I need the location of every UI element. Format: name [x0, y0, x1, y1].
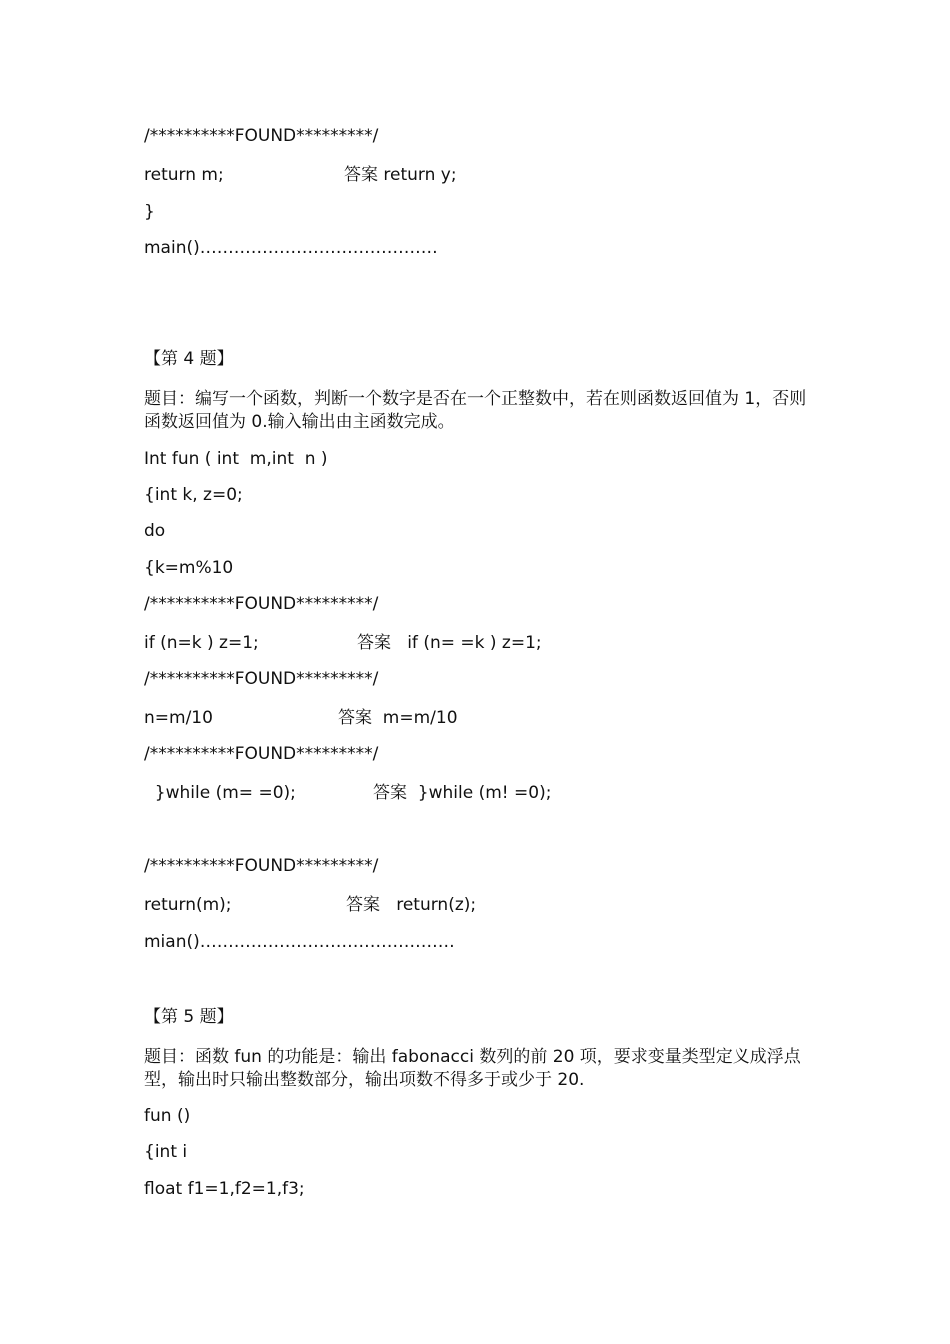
found-marker: /**********FOUND*********/: [144, 856, 379, 876]
code-line: do: [144, 521, 166, 541]
answer-text: 答案 return y;: [344, 165, 457, 185]
answer-text: 答案 if (n= =k ) z=1;: [357, 633, 542, 653]
code-line: }while (m= =0);: [144, 783, 296, 803]
code-line: n=m/10: [144, 708, 213, 728]
found-marker: /**********FOUND*********/: [144, 669, 379, 689]
code-line: {k=m%10: [144, 558, 234, 578]
code-line: fun (): [144, 1106, 191, 1126]
code-line: return(m);: [144, 895, 232, 915]
question-heading: 【第 4 题】: [144, 349, 234, 369]
found-marker: /**********FOUND*********/: [144, 126, 379, 146]
question-prompt: 题目：函数 fun 的功能是：输出 fabonacci 数列的前 20 项，要求变量类型定义成浮点型，输出时只输出整数部分，输出项数不得多于或少于 20.: [144, 1047, 801, 1090]
answer-text: 答案 m=m/10: [338, 708, 458, 728]
code-line: mian()………………………………………: [144, 932, 455, 952]
code-line: if (n=k ) z=1;: [144, 633, 259, 653]
code-line: {int i: [144, 1142, 188, 1162]
code-line: {int k, z=0;: [144, 485, 243, 505]
code-line: }: [144, 202, 155, 222]
question-prompt: 题目：编写一个函数，判断一个数字是否在一个正整数中，若在则函数返回值为 1，否则函数返回值为 0.输入输出由主函数完成。: [144, 389, 807, 432]
found-marker: /**********FOUND*********/: [144, 744, 379, 764]
code-line: return m;: [144, 165, 224, 185]
code-line: Int fun ( int m,int n ): [144, 449, 328, 469]
answer-text: 答案 return(z);: [346, 895, 477, 915]
code-line: float f1=1,f2=1,f3;: [144, 1179, 305, 1199]
code-line: main()……………………………………: [144, 238, 438, 258]
answer-text: 答案 }while (m! =0);: [373, 783, 552, 803]
found-marker: /**********FOUND*********/: [144, 594, 379, 614]
question-heading: 【第 5 题】: [144, 1007, 234, 1027]
